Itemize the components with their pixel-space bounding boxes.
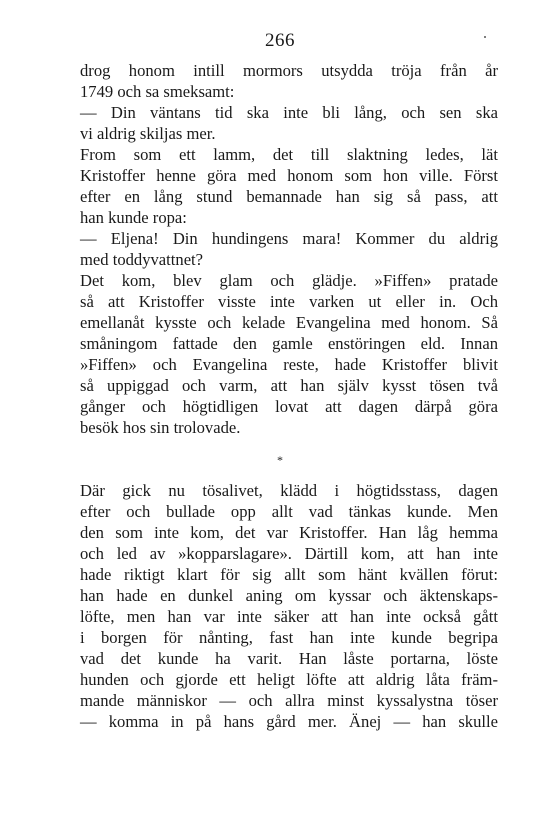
section-separator: *: [277, 453, 283, 467]
text-line: Kristoffer henne göra med honom som hon ville. Först: [80, 166, 498, 185]
text-line: med toddyvattnet?: [80, 250, 204, 269]
text-line: Det kom, blev glam och glädje. »Fiffen» pratade: [80, 271, 498, 290]
text-line: och led av »kopparslagare». Därtill kom, att han inte: [80, 544, 498, 563]
text-line: i borgen för nånting, fast han inte kunde begripa: [80, 628, 498, 647]
paragraph-block-2: [80, 480, 498, 732]
text-line: efter och bullade opp allt vad tänkas kunde. Men: [80, 502, 498, 521]
text-line: efter en lång stund bemannade han sig så pass, att: [80, 187, 498, 206]
text-line: han kunde ropa:: [80, 208, 187, 227]
text-line: så att Kristoffer visste inte varken ut eller in. Och: [80, 292, 498, 311]
text-line: hunden och gjorde ett heligt löfte att aldrig låta främ-: [80, 670, 498, 689]
text-line: — komma in på hans gård mer. Änej — han skulle: [80, 712, 498, 731]
text-line: den som inte kom, det var Kristoffer. Han låg hemma: [80, 523, 498, 542]
text-line: vad det kunde ha varit. Han låste portarna, löste: [80, 649, 498, 668]
text-line: så uppiggad och varm, att han själv kysst tösen två: [80, 376, 498, 395]
text-line: mande människor — och allra minst kyssalystna töser: [80, 691, 498, 710]
print-speck: [484, 36, 486, 38]
text-line: vi aldrig skiljas mer.: [80, 124, 216, 143]
text-line: gånger och högtidligen lovat att dagen därpå göra: [80, 397, 498, 416]
text-line: Där gick nu tösalivet, klädd i högtidsstass, dagen: [80, 481, 498, 500]
text-line: löfte, men han var inte säker att han inte också gått: [80, 607, 498, 626]
text-line: emellanåt kysste och kelade Evangelina med honom. Så: [80, 313, 498, 332]
text-line: »Fiffen» och Evangelina reste, hade Kristoffer blivit: [80, 355, 498, 374]
text-line: 1749 och sa smeksamt:: [80, 82, 235, 101]
text-line: hade riktigt klart för sig allt som hänt kvällen förut:: [80, 565, 498, 584]
text-line: besök hos sin trolovade.: [80, 418, 241, 437]
text-line: From som ett lamm, det till slaktning ledes, lät: [80, 145, 498, 164]
text-line: drog honom intill mormors utsydda tröja från år: [80, 61, 498, 80]
text-line: — Eljena! Din hundingens mara! Kommer du aldrig: [80, 229, 498, 248]
page-number: 266: [265, 30, 295, 51]
text-line: han hade en dunkel aning om kyssar och äktenskaps-: [80, 586, 498, 605]
text-line: småningom fattade den gamle enstöringen eld. Innan: [80, 334, 498, 353]
paragraph-block-1: [80, 60, 498, 438]
text-line: — Din väntans tid ska inte bli lång, och sen ska: [80, 103, 498, 122]
